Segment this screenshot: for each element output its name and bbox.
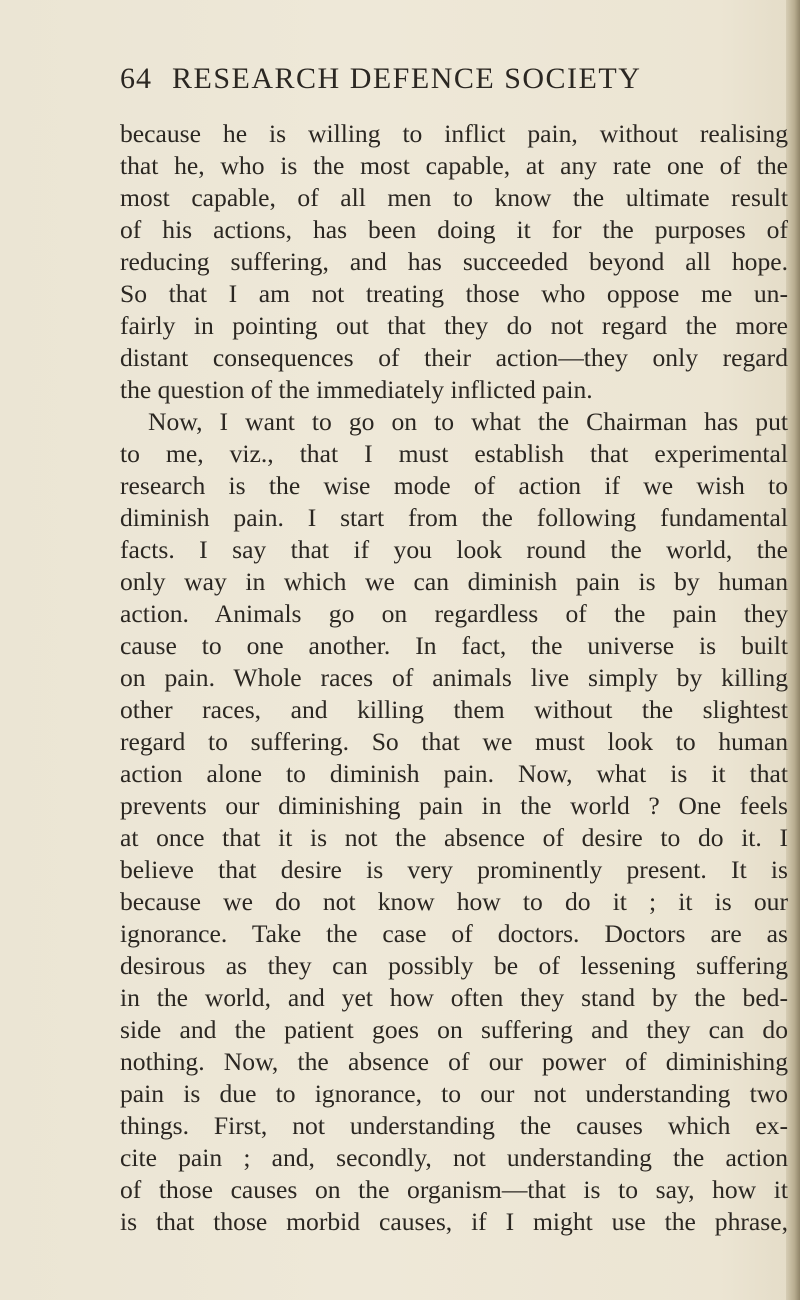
text-line: of those causes on the organism—that is to say, how it — [120, 1175, 788, 1204]
text-line: other races, and killing them without the slightest — [120, 695, 788, 724]
text-line: So that I am not treating those who oppose me un- — [120, 279, 788, 308]
text-line: regard to suffering. So that we must look to human — [120, 727, 788, 756]
text-line: on pain. Whole races of animals live simply by killing — [120, 663, 788, 692]
text-line: fairly in pointing out that they do not regard the more — [120, 311, 788, 340]
text-line: only way in which we can diminish pain is by human — [120, 567, 788, 596]
body-text — [120, 118, 788, 1238]
text-line: nothing. Now, the absence of our power of diminishing — [120, 1047, 788, 1076]
text-line: prevents our diminishing pain in the world ? One feels — [120, 791, 788, 820]
text-line: reducing suffering, and has succeeded beyond all hope. — [120, 247, 788, 276]
text-line: that he, who is the most capable, at any rate one of the — [120, 151, 788, 180]
text-line: cite pain ; and, secondly, not understanding the action — [120, 1143, 788, 1172]
text-line: Now, I want to go on to what the Chairman has put — [148, 407, 788, 436]
text-line: facts. I say that if you look round the world, the — [120, 535, 788, 564]
text-line: side and the patient goes on suffering and they can do — [120, 1015, 788, 1044]
text-line: desirous as they can possibly be of lessening suffering — [120, 951, 788, 980]
text-line: because he is willing to inflict pain, without realising — [120, 119, 788, 148]
text-line: at once that it is not the absence of desire to do it. I — [120, 823, 788, 852]
text-line: cause to one another. In fact, the universe is built — [120, 631, 788, 660]
text-line: distant consequences of their action—they only regard — [120, 343, 788, 372]
text-line: action. Animals go on regardless of the pain they — [120, 599, 788, 628]
text-line: in the world, and yet how often they stand by the bed- — [120, 983, 788, 1012]
text-line: most capable, of all men to know the ultimate result — [120, 183, 788, 212]
text-line: ignorance. Take the case of doctors. Doctors are as — [120, 919, 788, 948]
text-line: diminish pain. I start from the following fundamental — [120, 503, 788, 532]
text-line: the question of the immediately inflicted pain. — [120, 375, 593, 404]
text-line: research is the wise mode of action if we wish to — [120, 471, 788, 500]
text-line: believe that desire is very prominently present. It is — [120, 855, 788, 884]
running-head: RESEARCH DEFENCE SOCIETY — [172, 62, 642, 95]
text-line: of his actions, has been doing it for the purposes of — [120, 215, 788, 244]
page-number: 64 — [120, 62, 152, 95]
text-line: pain is due to ignorance, to our not understanding two — [120, 1079, 788, 1108]
page-edge — [786, 0, 800, 1300]
text-line: is that those morbid causes, if I might use the phrase, — [120, 1207, 788, 1236]
text-line: things. First, not understanding the causes which ex- — [120, 1111, 788, 1140]
text-line: because we do not know how to do it ; it is our — [120, 887, 788, 916]
text-line: to me, viz., that I must establish that experimental — [120, 439, 788, 468]
text-line: action alone to diminish pain. Now, what is it that — [120, 759, 788, 788]
page-header — [120, 62, 720, 102]
